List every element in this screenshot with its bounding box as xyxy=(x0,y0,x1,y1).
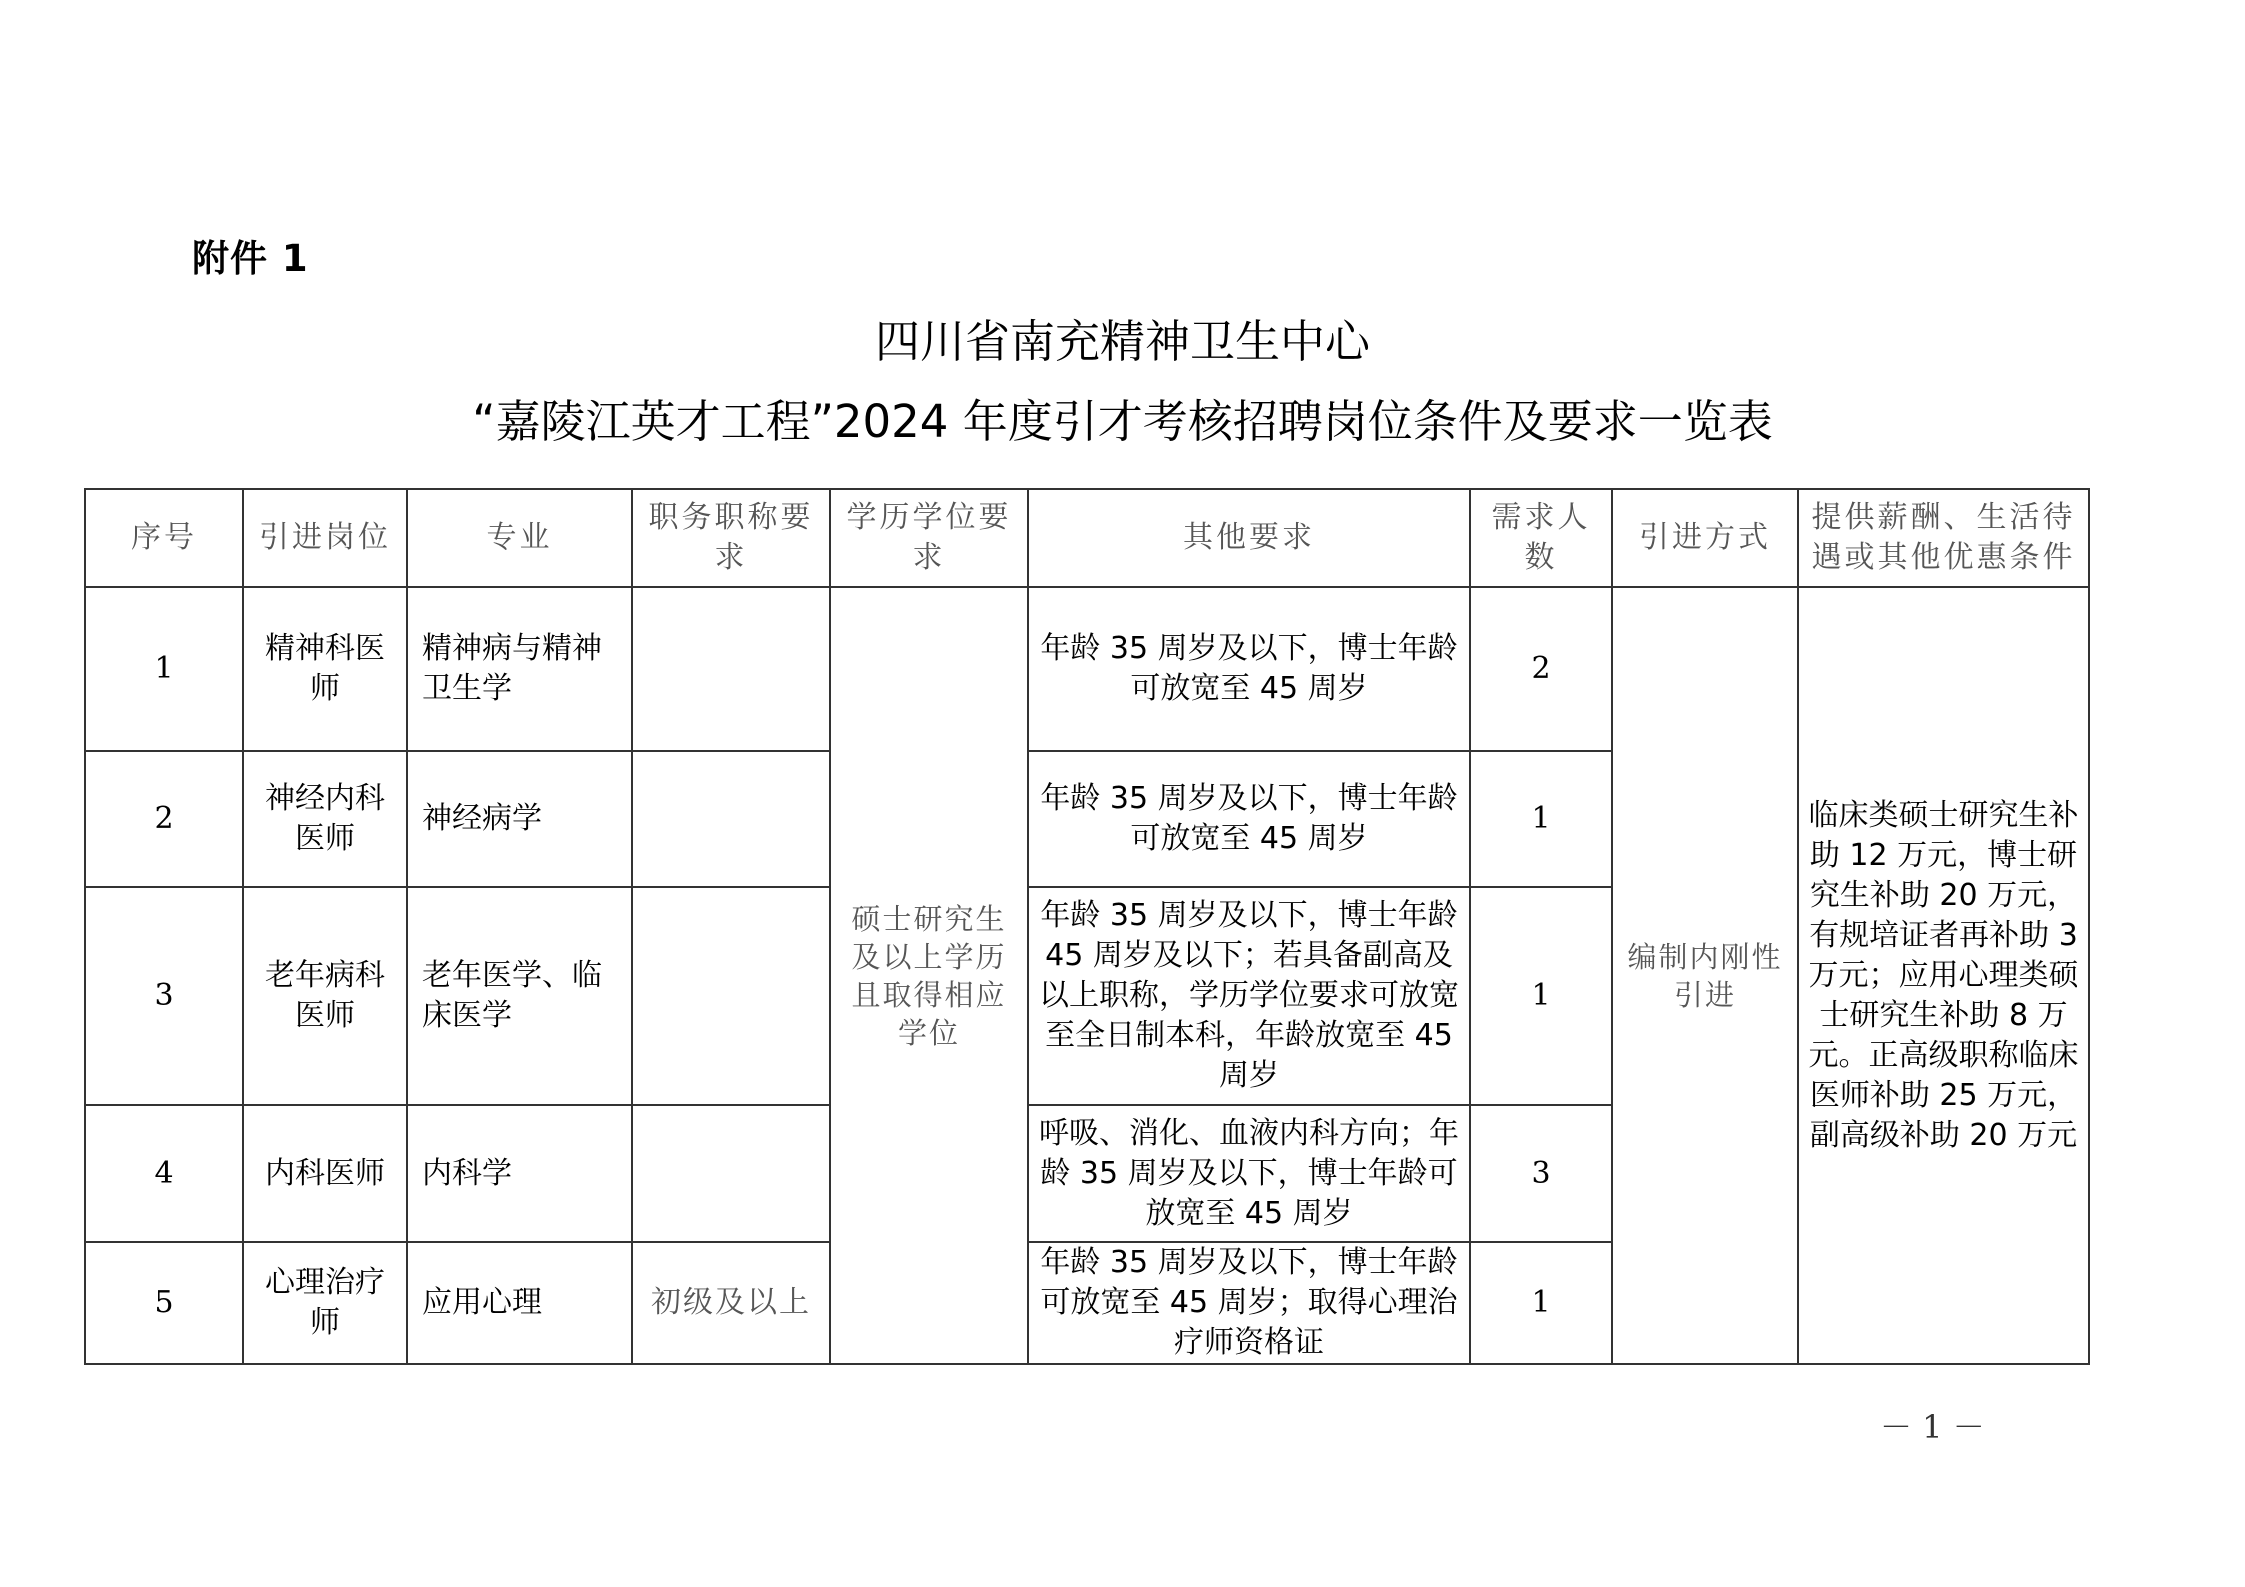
header-title-req: 职务职称要求 xyxy=(632,489,830,587)
row-other-req: 年龄 35 周岁及以下，博士年龄可放宽至 45 周岁 xyxy=(1028,751,1470,887)
row-title-req xyxy=(632,887,830,1105)
table-row xyxy=(85,587,2089,751)
row-major: 神经病学 xyxy=(407,751,632,887)
row-title-req xyxy=(632,1105,830,1242)
row-title-req xyxy=(632,587,830,751)
row-other-req: 年龄 35 周岁及以下，博士年龄 45 周岁及以下；若具备副高及以上职称，学历学位要求可放宽至全日制本科，年龄放宽至 45 周岁 xyxy=(1028,887,1470,1105)
row-no: 5 xyxy=(85,1242,243,1364)
row-position: 心理治疗师 xyxy=(243,1242,407,1364)
row-no: 4 xyxy=(85,1105,243,1242)
row-major: 内科学 xyxy=(407,1105,632,1242)
row-no: 3 xyxy=(85,887,243,1105)
row-major: 老年医学、临床医学 xyxy=(407,887,632,1105)
row-position: 老年病科医师 xyxy=(243,887,407,1105)
row-title-req: 初级及以上 xyxy=(632,1242,830,1364)
header-position: 引进岗位 xyxy=(243,489,407,587)
benefits-cell: 临床类硕士研究生补助 12 万元，博士研究生补助 20 万元，有规培证者再补助 3 万元；应用心理类硕士研究生补助 8 万元。正高级职称临床医师补助 25 万元，副高级补助 20 万元 xyxy=(1798,587,2089,1364)
row-other-req: 年龄 35 周岁及以下，博士年龄可放宽至 45 周岁 xyxy=(1028,587,1470,751)
header-method: 引进方式 xyxy=(1612,489,1798,587)
document-subtitle: “嘉陵江英才工程”2024 年度引才考核招聘岗位条件及要求一览表 xyxy=(472,395,1773,448)
header-no: 序号 xyxy=(85,489,243,587)
row-count: 2 xyxy=(1470,587,1612,751)
row-count: 1 xyxy=(1470,751,1612,887)
row-title-req xyxy=(632,751,830,887)
row-major: 精神病与精神卫生学 xyxy=(407,587,632,751)
row-other-req: 呼吸、消化、血液内科方向；年龄 35 周岁及以下，博士年龄可放宽至 45 周岁 xyxy=(1028,1105,1470,1242)
row-count: 1 xyxy=(1470,887,1612,1105)
row-no: 1 xyxy=(85,587,243,751)
page-number: － 1 － xyxy=(1880,1408,1985,1446)
header-other-req: 其他要求 xyxy=(1028,489,1470,587)
recruitment-table xyxy=(84,488,2090,1365)
attachment-label: 附件 1 xyxy=(192,237,309,280)
row-position: 内科医师 xyxy=(243,1105,407,1242)
header-degree-req: 学历学位要求 xyxy=(830,489,1028,587)
row-other-req: 年龄 35 周岁及以下，博士年龄可放宽至 45 周岁；取得心理治疗师资格证 xyxy=(1028,1242,1470,1364)
document-title: 四川省南充精神卫生中心 xyxy=(874,315,1370,368)
header-count: 需求人数 xyxy=(1470,489,1612,587)
row-major: 应用心理 xyxy=(407,1242,632,1364)
row-no: 2 xyxy=(85,751,243,887)
row-count: 1 xyxy=(1470,1242,1612,1364)
table-header-row xyxy=(85,489,2089,587)
header-major: 专业 xyxy=(407,489,632,587)
row-position: 精神科医师 xyxy=(243,587,407,751)
row-position: 神经内科医师 xyxy=(243,751,407,887)
row-count: 3 xyxy=(1470,1105,1612,1242)
header-benefits: 提供薪酬、生活待遇或其他优惠条件 xyxy=(1798,489,2089,587)
degree-requirement-cell: 硕士研究生及以上学历且取得相应学位 xyxy=(830,587,1028,1364)
method-cell: 编制内刚性引进 xyxy=(1612,587,1798,1364)
